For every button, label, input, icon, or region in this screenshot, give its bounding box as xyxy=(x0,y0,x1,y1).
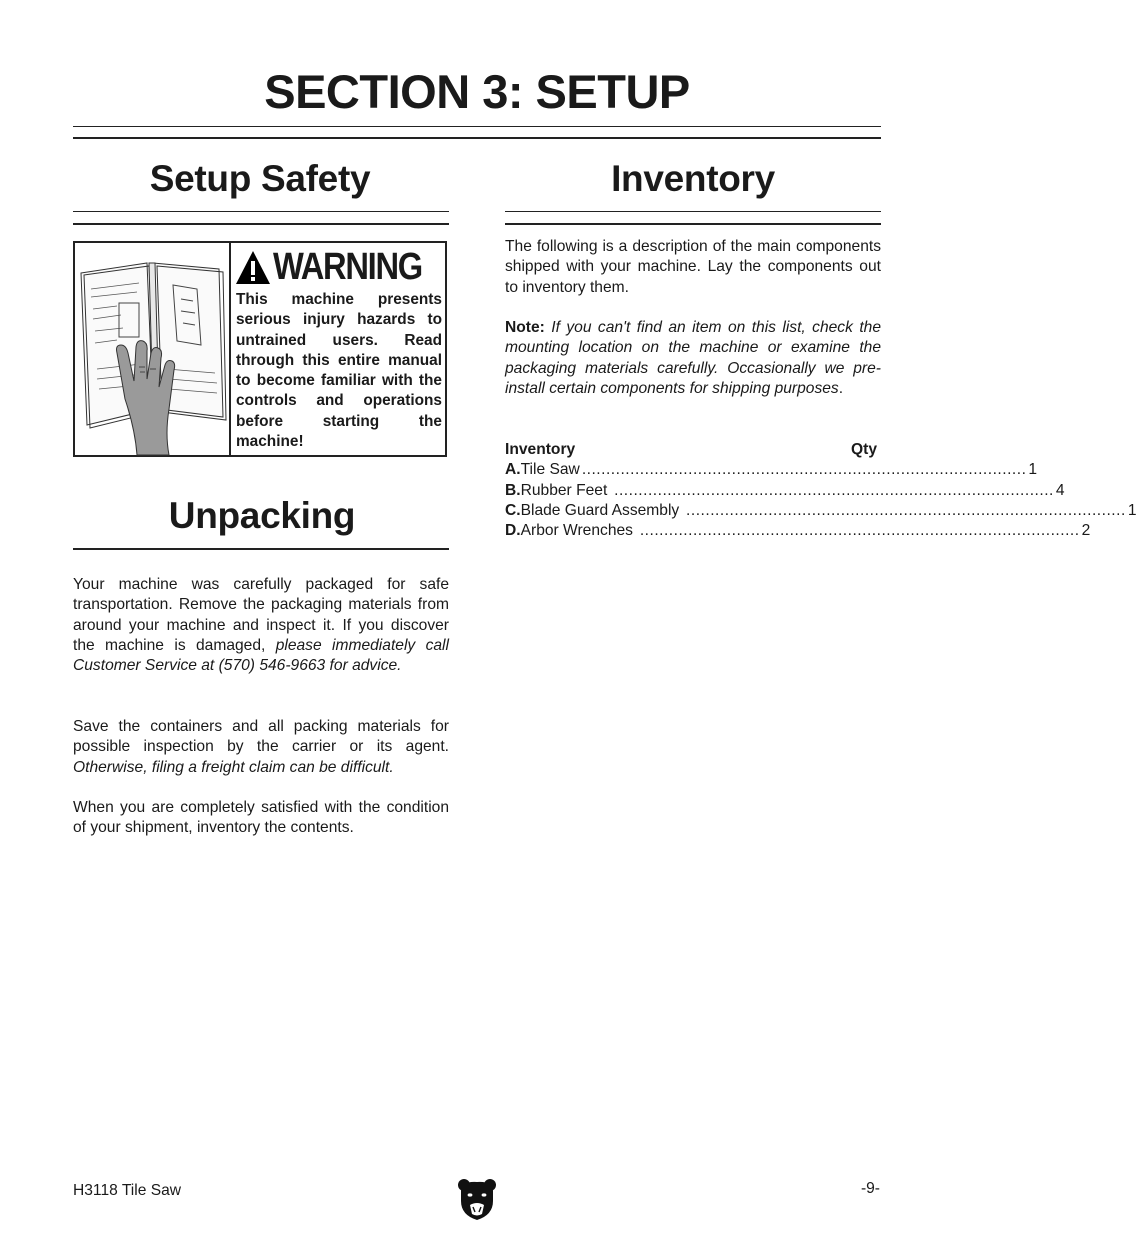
unpacking-rule xyxy=(73,548,449,550)
leader-dots: ............................................................................................ xyxy=(581,461,1027,479)
inventory-row-name: Tile Saw xyxy=(520,461,580,479)
hand-reading-manual-icon xyxy=(77,249,227,455)
inventory-note xyxy=(505,318,881,399)
page-number: -9- xyxy=(860,1180,880,1197)
warning-divider xyxy=(229,243,231,455)
note-label: Note: xyxy=(505,319,545,336)
unpacking-paragraph-1 xyxy=(73,575,449,676)
inventory-row-letter: C. xyxy=(505,501,521,519)
title-rule-top xyxy=(73,126,881,127)
inventory-row-qty: 1 xyxy=(1028,461,1038,479)
leader-dots: ........................................................................................... xyxy=(609,481,1054,499)
bear-head-logo-icon xyxy=(457,1177,497,1221)
unpacking-p1-plain: Your machine was carefully packaged for safe transportation. Remove the packaging materials from around your machine and inspect it. If you discover the machine is damaged, xyxy=(73,576,449,654)
inventory-rule-bottom xyxy=(505,223,881,225)
note-end: . xyxy=(838,379,844,397)
inventory-row-name: Rubber Feet xyxy=(520,481,608,499)
footer-model: H3118 Tile Saw xyxy=(73,1182,182,1199)
inventory-row-letter: A. xyxy=(505,461,521,479)
inventory-heading: Inventory xyxy=(611,158,775,199)
inventory-row-name: Blade Guard Assembly xyxy=(520,501,680,519)
setup-safety-rule-bottom xyxy=(73,223,449,225)
inventory-row-qty: 2 xyxy=(1081,522,1091,540)
section-title: SECTION 3: SETUP xyxy=(264,65,690,118)
manual-illustration xyxy=(77,249,227,455)
inventory-row-qty: 1 xyxy=(1127,501,1137,519)
footer-logo xyxy=(457,1177,497,1221)
inventory-row xyxy=(505,481,1065,501)
title-rule-bottom xyxy=(73,137,881,139)
inventory-row xyxy=(505,501,1137,521)
warning-label: WARNING xyxy=(273,246,422,288)
unpacking-p2-italic: Otherwise, filing a freight claim can be difficult. xyxy=(73,758,394,776)
unpacking-p1-italic: please immediately call Customer Service at (570) 546-9663 for advice. xyxy=(73,636,449,675)
setup-safety-heading: Setup Safety xyxy=(149,158,371,199)
leader-dots: ........................................................................................... xyxy=(681,501,1126,519)
warning-text: This machine presents serious injury hazards to untrained users. Read through this entire manual to become familiar with the controls and operations before starting the machine! xyxy=(236,291,442,451)
inventory-col-qty: Qty xyxy=(851,441,877,458)
leader-dots: ........................................................................................... xyxy=(634,522,1080,540)
warning-box xyxy=(73,241,447,457)
unpacking-paragraph-3: When you are completely satisfied with the condition of your shipment, inventory the contents. xyxy=(73,799,449,837)
unpacking-heading: Unpacking xyxy=(168,495,356,536)
inventory-table-header xyxy=(505,440,877,460)
inventory-row xyxy=(505,521,1091,541)
inventory-row xyxy=(505,460,1038,480)
inventory-row-qty: 4 xyxy=(1055,481,1065,499)
inventory-row-name: Arbor Wrenches xyxy=(520,522,633,540)
setup-safety-rule-top xyxy=(73,211,449,212)
inventory-intro: The following is a description of the main components shipped with your machine. Lay the components out to inventory them. xyxy=(505,238,881,296)
note-text: If you can't find an item on this list, check the mounting location on the machine or examine the packaging materials carefully. Occasionally we pre-install certain components for shipping purposes xyxy=(505,319,881,397)
inventory-col-item: Inventory xyxy=(505,441,576,458)
warning-header xyxy=(235,248,445,288)
inventory-rule-top xyxy=(505,211,881,212)
inventory-row-letter: D. xyxy=(505,522,521,540)
unpacking-paragraph-2 xyxy=(73,717,449,778)
inventory-row-letter: B. xyxy=(505,481,521,499)
unpacking-p2-plain: Save the containers and all packing materials for possible inspection by the carrier or its agent. xyxy=(73,718,449,756)
inventory-table xyxy=(505,440,1137,541)
warning-triangle-icon xyxy=(235,250,271,286)
